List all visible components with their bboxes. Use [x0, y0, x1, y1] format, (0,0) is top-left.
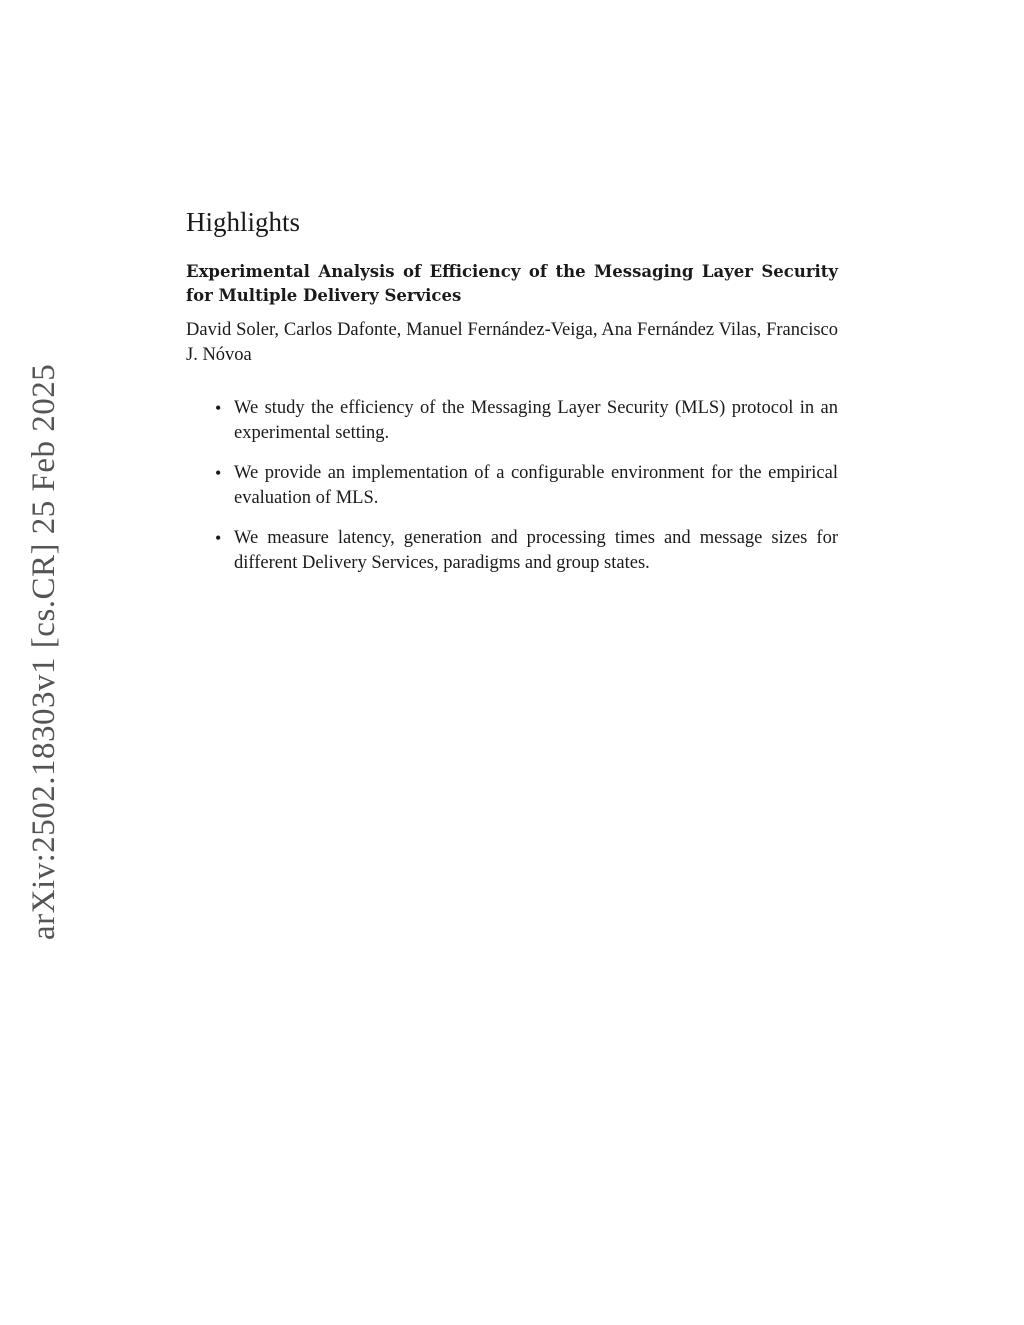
highlight-text: We measure latency, generation and processing times and message sizes for different Delivery Services, paradigms and group states.: [234, 528, 838, 573]
highlight-text: We study the efficiency of the Messaging Layer Security (MLS) protocol in an experimental setting.: [234, 398, 838, 443]
highlight-item: [215, 396, 838, 446]
highlights-section: [186, 206, 838, 591]
bullet-icon: •: [215, 398, 222, 418]
bullet-icon: •: [215, 463, 222, 483]
bullet-icon: •: [215, 528, 222, 548]
highlight-item: [215, 526, 838, 576]
section-title: Highlights: [186, 207, 301, 237]
highlight-item: [215, 461, 838, 511]
author-list: David Soler, Carlos Dafonte, Manuel Fernández-Veiga, Ana Fernández Vilas, Francisco J. Nóvoa: [186, 320, 838, 365]
highlights-list: [186, 396, 838, 576]
paper-title: Experimental Analysis of Efficiency of the Messaging Layer Security for Multiple Delivery Services: [186, 262, 838, 305]
arxiv-identifier[interactable]: arXiv:2502.18303v1 [cs.CR] 25 Feb 2025: [26, 363, 62, 940]
highlight-text: We provide an implementation of a configurable environment for the empirical evaluation of MLS.: [234, 463, 838, 508]
